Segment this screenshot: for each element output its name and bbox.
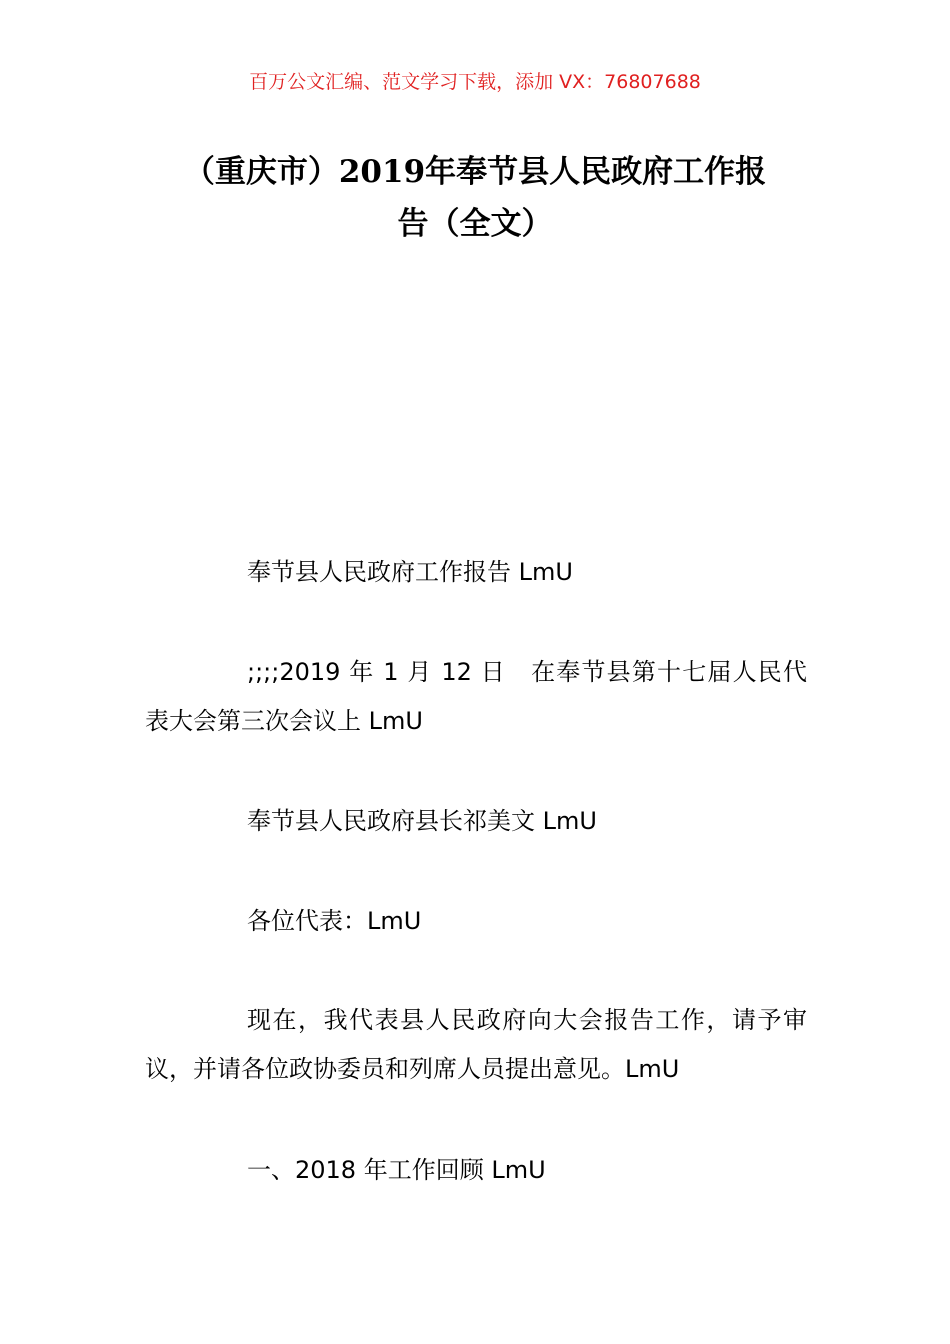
header-banner: 百万公文汇编、范文学习下载，添加 VX：76807688	[249, 71, 701, 93]
paragraph-report-name: 奉节县人民政府工作报告 LmU	[247, 558, 573, 586]
paragraph-salutation: 各位代表：LmU	[247, 907, 422, 935]
paragraph-opening: 现在，我代表县人民政府向大会报告工作，请予审议，并请各位政协委员和列席人员提出意见。LmU	[145, 1006, 807, 1083]
title-line2: 告（全文）	[397, 206, 553, 242]
paragraph-author: 奉节县人民政府县长祁美文 LmU	[247, 807, 597, 835]
paragraph-date-meeting: ;;;;2019 年 1 月 12 日 在奉节县第十七届人民代表大会第三次会议上 LmU	[145, 658, 807, 735]
document-title	[145, 146, 805, 250]
section-heading-review: 一、2018 年工作回顾 LmU	[247, 1156, 546, 1184]
title-year: 2019	[338, 154, 426, 190]
title-line1-rest: 年奉节县人民政府工作报	[425, 154, 767, 190]
title-prefix: （重庆市）	[183, 154, 339, 190]
